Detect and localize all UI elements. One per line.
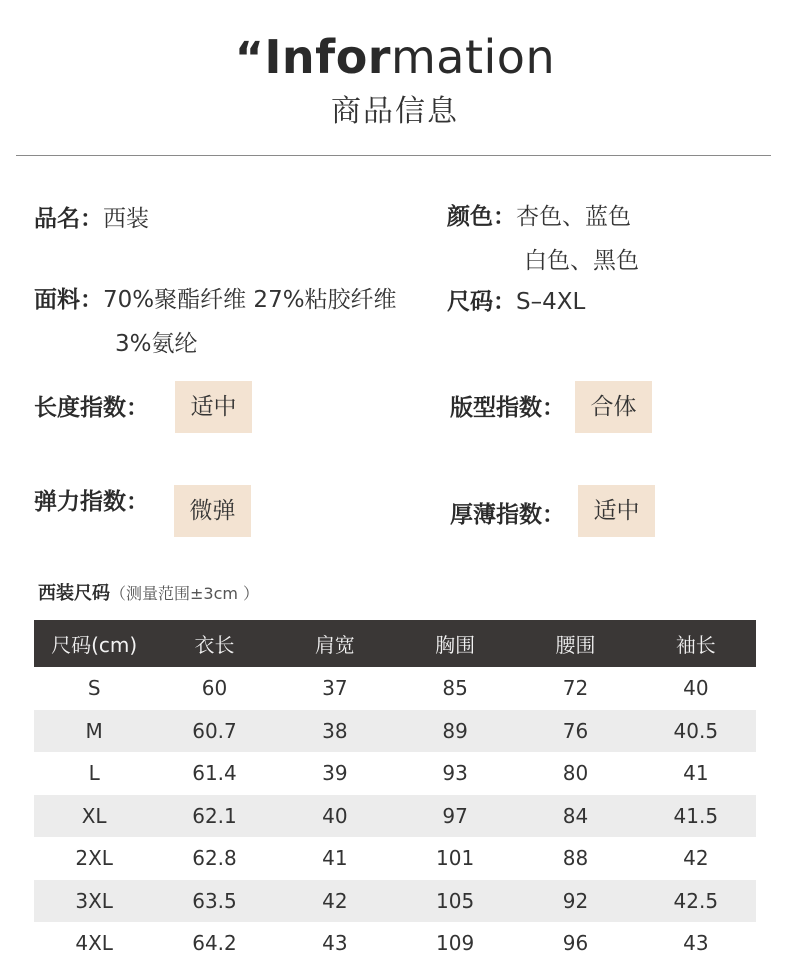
table-cell: 72 [562, 676, 589, 701]
table-cell: 85 [442, 676, 468, 701]
size-table-header-cell: 尺码(cm) [34, 620, 154, 667]
color-key: 颜色： [447, 204, 516, 230]
table-cell: 62.8 [192, 846, 237, 871]
table-row [34, 837, 756, 880]
table-cell: 89 [395, 710, 515, 753]
elastic-index-label: 弹力指数： [34, 489, 149, 515]
size-table-header-cell: 衣长 [154, 620, 274, 667]
table-cell: 61.4 [192, 761, 237, 786]
table-cell: M [34, 710, 154, 753]
color-value-line1: 杏色、蓝色 [516, 204, 631, 230]
table-cell: 60.7 [154, 710, 274, 753]
size-table-header-cell: 肩宽 [275, 620, 395, 667]
table-cell: 60 [201, 676, 228, 701]
elastic-index-tag: 微弹 [174, 485, 251, 537]
product-name-key: 品名： [34, 206, 103, 232]
table-cell: 43 [683, 931, 709, 956]
table-cell: 97 [395, 795, 515, 838]
size-chart-title [38, 582, 259, 606]
table-row [34, 710, 756, 753]
table-cell: 42 [683, 846, 709, 871]
page-header [0, 28, 790, 134]
table-cell: 105 [395, 880, 515, 923]
table-cell: 40 [683, 676, 709, 701]
size-table-header-cell: 胸围 [395, 620, 515, 667]
table-cell: 64.2 [192, 931, 237, 956]
title-light-part: mation [390, 30, 556, 84]
table-row [34, 880, 756, 923]
table-cell: 41.5 [636, 795, 756, 838]
table-cell: 43 [322, 931, 348, 956]
header-divider [16, 155, 771, 156]
color-value-line2: 白色、黑色 [524, 248, 639, 274]
table-cell: 96 [562, 931, 589, 956]
size-table-header-cell: 袖长 [636, 620, 756, 667]
fit-index-label: 版型指数： [450, 395, 565, 421]
english-title [0, 28, 790, 88]
table-cell: 80 [562, 761, 589, 786]
length-index-tag: 适中 [175, 381, 252, 433]
fabric-key: 面料： [34, 287, 103, 313]
length-index-label: 长度指数： [34, 395, 149, 421]
table-row [34, 752, 756, 795]
table-cell: 39 [322, 761, 348, 786]
table-cell: 3XL [34, 880, 154, 923]
size-table-header-cell: 腰围 [515, 620, 635, 667]
thickness-index-tag: 适中 [578, 485, 655, 537]
table-cell: 88 [562, 846, 589, 871]
table-cell: 101 [436, 846, 475, 871]
table-cell: 40 [275, 795, 395, 838]
table-row [34, 795, 756, 838]
size-range-field [447, 287, 585, 317]
fabric-value-line1: 70%聚酯纤维 27%粘胶纤维 [103, 287, 397, 313]
size-chart-note: （测量范围±3cm ） [110, 584, 260, 603]
table-cell: 109 [436, 931, 475, 956]
table-cell: 37 [322, 676, 348, 701]
table-row [34, 922, 756, 965]
table-cell: 42.5 [636, 880, 756, 923]
table-cell: 40.5 [636, 710, 756, 753]
table-cell: 41 [322, 846, 348, 871]
thickness-index-label: 厚薄指数： [450, 502, 565, 528]
fit-index-tag: 合体 [575, 381, 652, 433]
color-field [447, 202, 631, 232]
table-cell: 63.5 [154, 880, 274, 923]
table-cell: 38 [275, 710, 395, 753]
table-cell: 42 [275, 880, 395, 923]
table-cell: 76 [515, 710, 635, 753]
product-name-value: 西装 [103, 206, 149, 232]
title-quote-mark: “ [234, 33, 265, 84]
table-cell: 41 [683, 761, 709, 786]
table-cell: 62.1 [154, 795, 274, 838]
chinese-subtitle: 商品信息 [331, 94, 459, 129]
color-field-line2 [524, 246, 639, 276]
table-cell: S [87, 676, 101, 701]
fabric-field [34, 285, 397, 315]
size-chart-heading: 西装尺码 [38, 583, 110, 604]
size-range-value: S–4XL [516, 289, 586, 315]
table-cell: 92 [515, 880, 635, 923]
size-table-header-row [34, 620, 756, 667]
size-range-key: 尺码： [447, 289, 516, 315]
table-row [34, 667, 756, 710]
size-table [34, 620, 756, 965]
table-cell: 2XL [75, 846, 113, 871]
table-cell: 4XL [75, 931, 113, 956]
product-name-field [34, 204, 149, 234]
table-cell: L [88, 761, 100, 786]
table-cell: XL [34, 795, 154, 838]
table-cell: 93 [442, 761, 468, 786]
title-bold-part: Infor [264, 30, 391, 84]
table-cell: 84 [515, 795, 635, 838]
fabric-value-line2: 3%氨纶 [115, 331, 198, 357]
fabric-field-line2 [115, 329, 198, 359]
